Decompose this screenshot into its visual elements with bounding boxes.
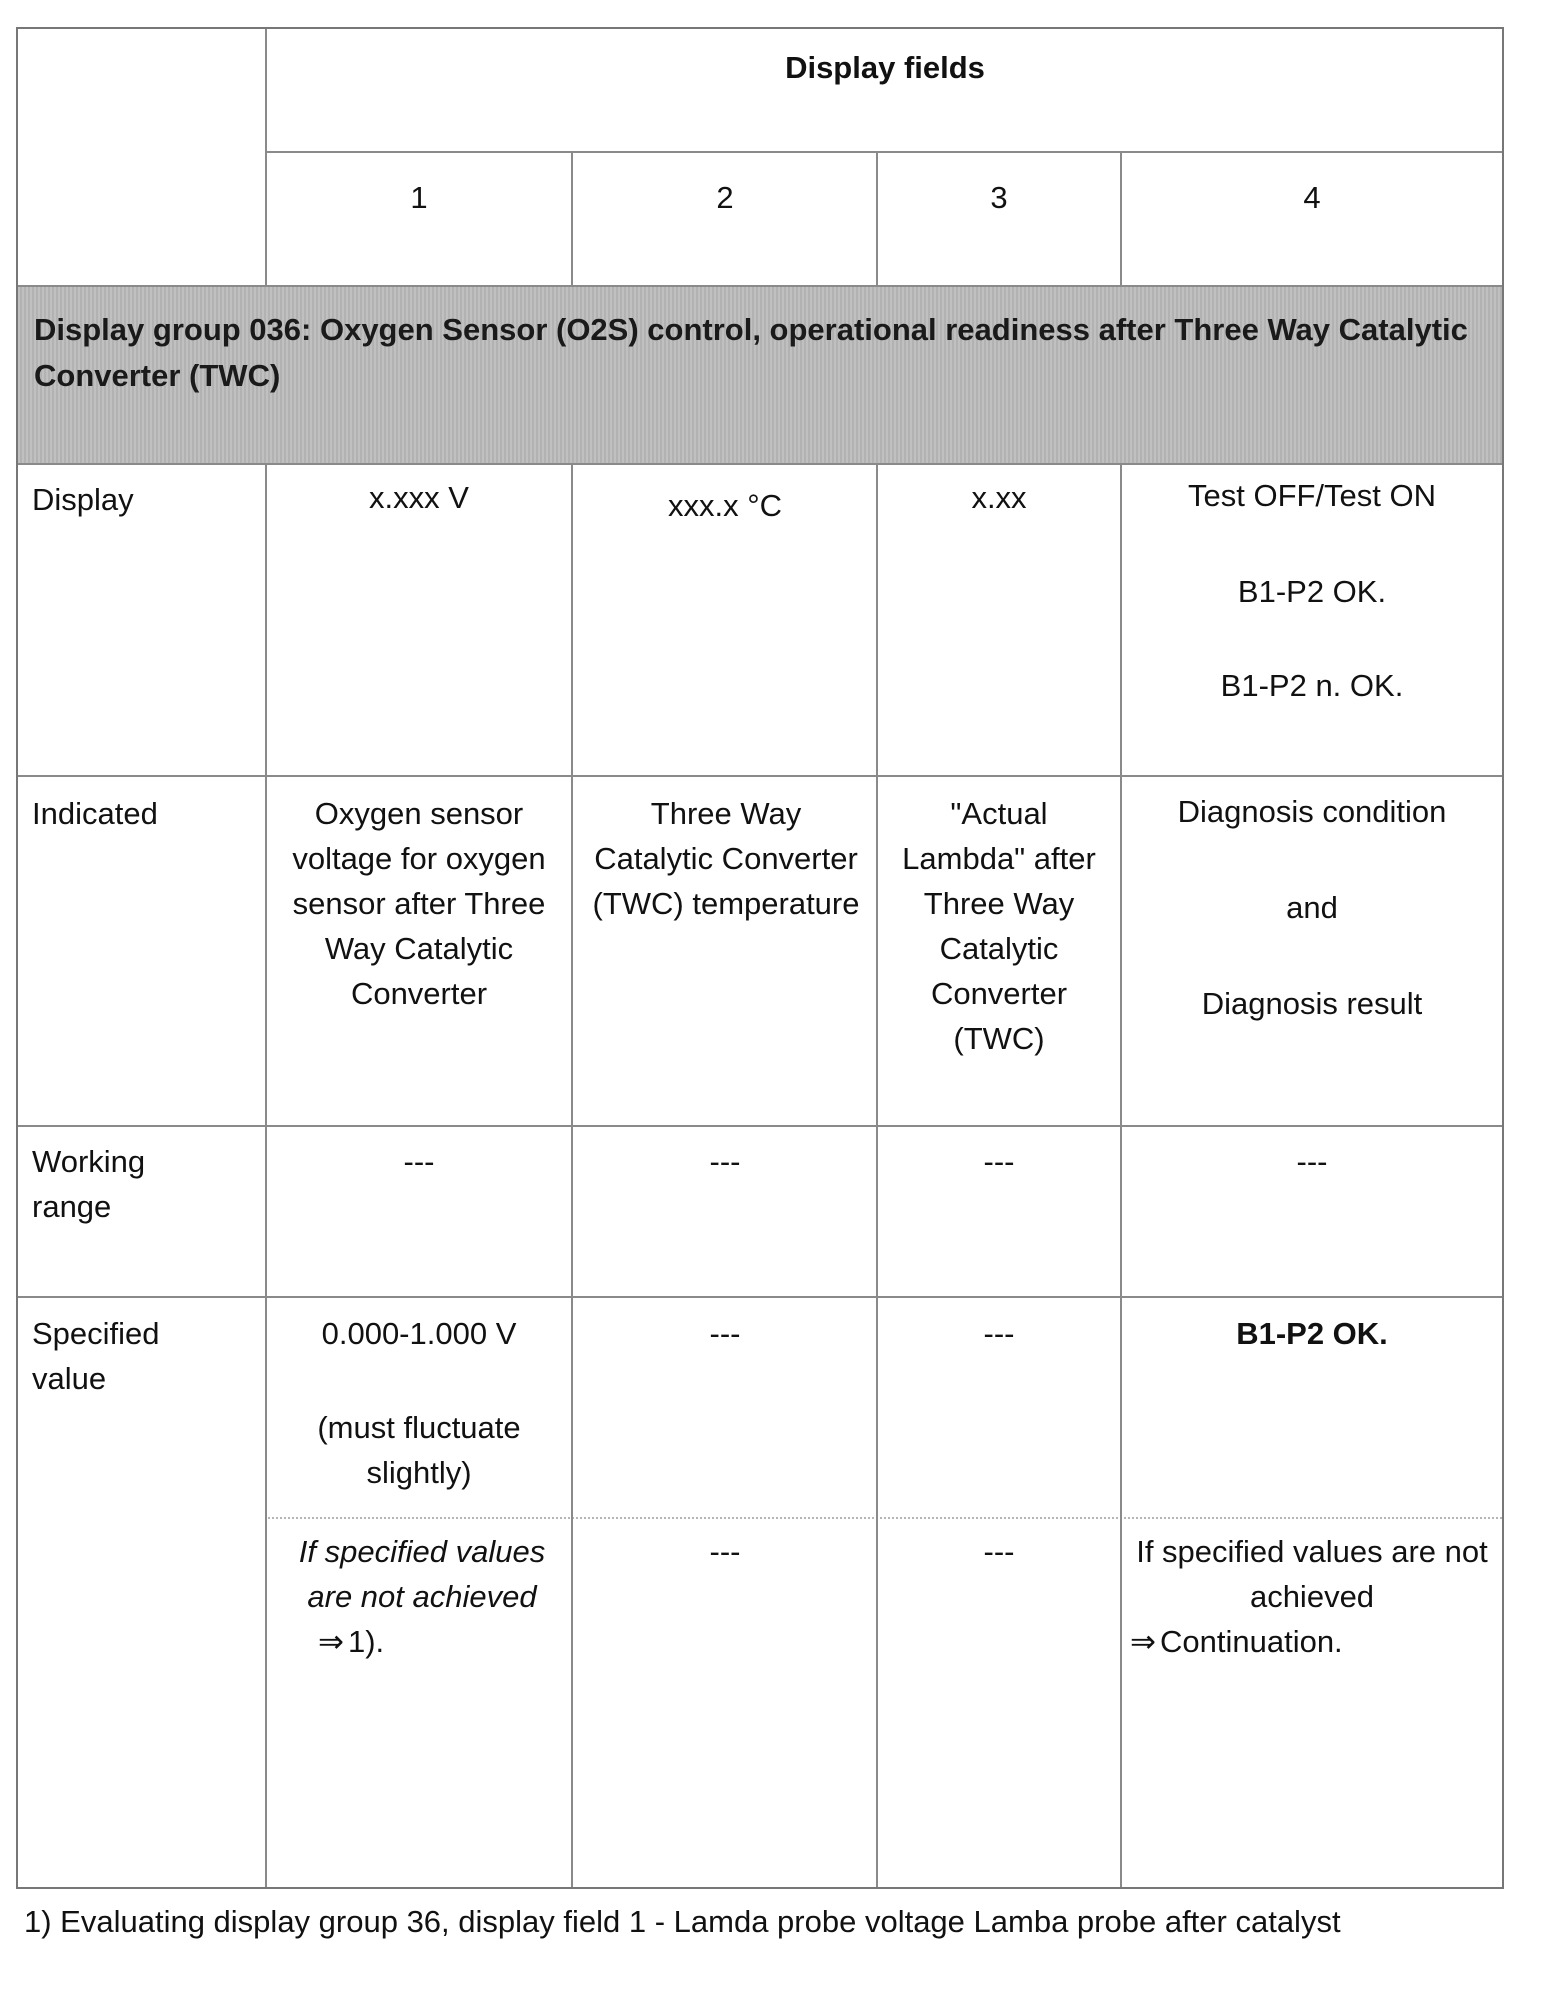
column-divider: [571, 463, 573, 1887]
footnote: 1) Evaluating display group 36, display field 1 - Lamda probe voltage Lamba probe after catalyst: [24, 1904, 1341, 1939]
continuation-reference: Continuation.: [1159, 1624, 1343, 1659]
specified-sub-field-1: If specified values are not achieved: [298, 1534, 546, 1614]
display-field-4-line-1: Test OFF/Test ON: [1187, 478, 1437, 513]
specified-value-field-3: ---: [983, 1316, 1015, 1351]
working-range-field-2: ---: [709, 1144, 741, 1179]
row-divider: [18, 775, 1502, 777]
row-divider: [18, 463, 1502, 465]
column-divider: [265, 463, 267, 1887]
row-label-specified-value: Specified value: [32, 1316, 160, 1396]
double-right-arrow-icon: ⇒: [318, 1624, 344, 1659]
specified-value-field-1: 0.000-1.000 V: [321, 1316, 517, 1351]
column-divider: [265, 29, 267, 285]
field-number-1: 1: [410, 180, 428, 215]
group-title-band: [18, 287, 1502, 463]
specified-value-field-1-note: (must fluctuate slightly): [317, 1410, 521, 1490]
indicated-field-4-line-2: and: [1286, 890, 1338, 925]
indicated-field-4-line-3: Diagnosis result: [1201, 986, 1423, 1021]
column-divider: [571, 151, 573, 285]
specified-sub-field-3: ---: [983, 1534, 1015, 1569]
row-divider: [18, 1125, 1502, 1127]
row-label-working-range: Working range: [32, 1144, 146, 1224]
row-label-display: Display: [32, 482, 134, 517]
field-number-2: 2: [716, 180, 734, 215]
display-group-table: [16, 27, 1504, 1889]
group-title: Display group 036: Oxygen Sensor (O2S) control, operational readiness after Three Way Catalytic Converter (TWC): [34, 312, 1468, 393]
indicated-field-4-line-1: Diagnosis condition: [1177, 794, 1447, 829]
row-label-indicated: Indicated: [32, 796, 158, 831]
footnote-reference: 1).: [347, 1624, 385, 1659]
field-number-3: 3: [990, 180, 1008, 215]
specified-sub-field-2: ---: [709, 1534, 741, 1569]
specified-value-field-4: B1-P2 OK.: [1236, 1316, 1388, 1351]
indicated-field-3: "Actual Lambda" after Three Way Catalytic Converter (TWC): [902, 796, 1096, 1056]
display-field-1: x.xxx V: [369, 480, 469, 515]
working-range-field-1: ---: [403, 1144, 435, 1179]
display-field-4-line-3: B1-P2 n. OK.: [1220, 668, 1404, 703]
specified-sub-field-1-ref: [318, 1619, 518, 1664]
field-number-4: 4: [1303, 180, 1321, 215]
working-range-field-4: ---: [1296, 1144, 1328, 1179]
specified-value-field-2: ---: [709, 1316, 741, 1351]
display-field-4-line-2: B1-P2 OK.: [1237, 574, 1387, 609]
specified-sub-field-4: If specified values are not achieved: [1136, 1534, 1488, 1614]
specified-sub-field-4-ref: [1130, 1619, 1490, 1664]
sub-row-divider: [268, 1517, 1502, 1519]
indicated-field-1: Oxygen sensor voltage for oxygen sensor after Three Way Catalytic Converter: [292, 796, 546, 1011]
display-field-3: x.xx: [971, 480, 1027, 515]
display-field-2: xxx.x °C: [667, 488, 782, 523]
row-divider: [18, 1296, 1502, 1298]
row-divider: [266, 151, 1502, 153]
double-right-arrow-icon: ⇒: [1130, 1624, 1156, 1659]
header-title: Display fields: [785, 50, 985, 85]
working-range-field-3: ---: [983, 1144, 1015, 1179]
indicated-field-2: Three Way Catalytic Converter (TWC) temperature: [592, 796, 860, 921]
